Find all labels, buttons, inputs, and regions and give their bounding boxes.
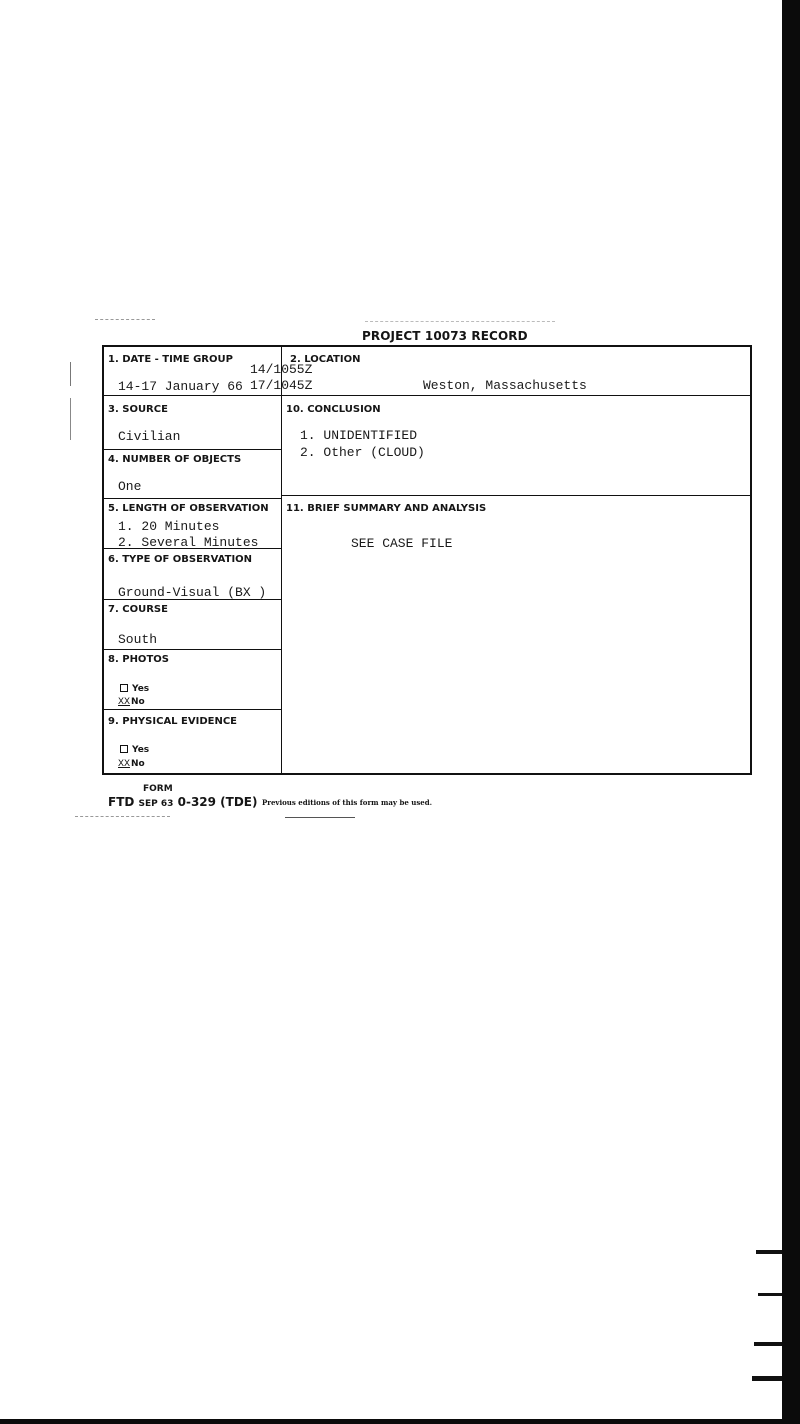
scan-mark [70,362,71,386]
footer-form-word: FORM [143,784,173,794]
row-divider [281,495,752,496]
scan-mark [756,1250,782,1254]
time-value-1: 14/1055Z [250,362,313,377]
scan-mark [758,1293,782,1296]
photos-label: 8. PHOTOS [108,654,169,665]
time-value-2: 17/1045Z [250,378,313,393]
scan-mark [365,321,555,322]
photos-no-option: XXNo [118,697,145,708]
physical-evidence-no-option: XXNo [118,759,145,770]
column-divider [281,347,282,775]
row-divider [104,498,281,499]
footer-form-id: FTD SEP 63 0-329 (TDE) [108,795,258,809]
number-of-objects-label: 4. NUMBER OF OBJECTS [108,454,242,465]
date-value: 14-17 January 66 [118,379,243,394]
conclusion-value-1: 1. UNIDENTIFIED [300,428,418,443]
checked-mark: XX [118,697,131,708]
row-divider [104,449,281,450]
scan-mark [285,817,355,818]
location-label: 2. LOCATION [290,354,361,365]
row-divider [104,709,281,710]
conclusion-label: 10. CONCLUSION [286,404,381,415]
checkbox-icon [120,684,128,692]
type-of-observation-value: Ground-Visual (BX ) [118,585,267,600]
date-time-label: 1. DATE - TIME GROUP [108,354,233,365]
course-value: South [118,632,158,647]
checkbox-icon [120,745,128,753]
scan-edge-bottom [0,1419,800,1424]
length-value-1: 1. 20 Minutes [118,519,220,534]
physical-evidence-label: 9. PHYSICAL EVIDENCE [108,716,237,727]
scan-mark [70,398,71,440]
type-of-observation-label: 6. TYPE OF OBSERVATION [108,554,253,565]
scan-mark [75,816,170,817]
scan-mark [95,319,155,320]
scan-edge-right [782,0,800,1424]
length-value-2: 2. Several Minutes [118,535,259,550]
photos-yes-option: Yes [120,684,149,694]
row-divider [104,395,752,396]
row-divider [104,649,281,650]
scan-mark [752,1376,782,1381]
length-of-observation-label: 5. LENGTH OF OBSERVATION [108,503,269,514]
number-of-objects-value: One [118,479,142,494]
checked-mark: XX [118,759,131,770]
form-title: PROJECT 10073 RECORD [362,329,528,343]
course-label: 7. COURSE [108,604,168,615]
source-label: 3. SOURCE [108,404,168,415]
source-value: Civilian [118,429,181,444]
scan-mark [754,1342,782,1346]
physical-evidence-yes-option: Yes [120,745,149,755]
footer-note: Previous editions of this form may be used. [262,798,433,807]
location-value: Weston, Massachusetts [423,378,587,393]
summary-value: SEE CASE FILE [351,536,453,551]
conclusion-value-2: 2. Other (CLOUD) [300,445,425,460]
summary-label: 11. BRIEF SUMMARY AND ANALYSIS [286,503,487,514]
